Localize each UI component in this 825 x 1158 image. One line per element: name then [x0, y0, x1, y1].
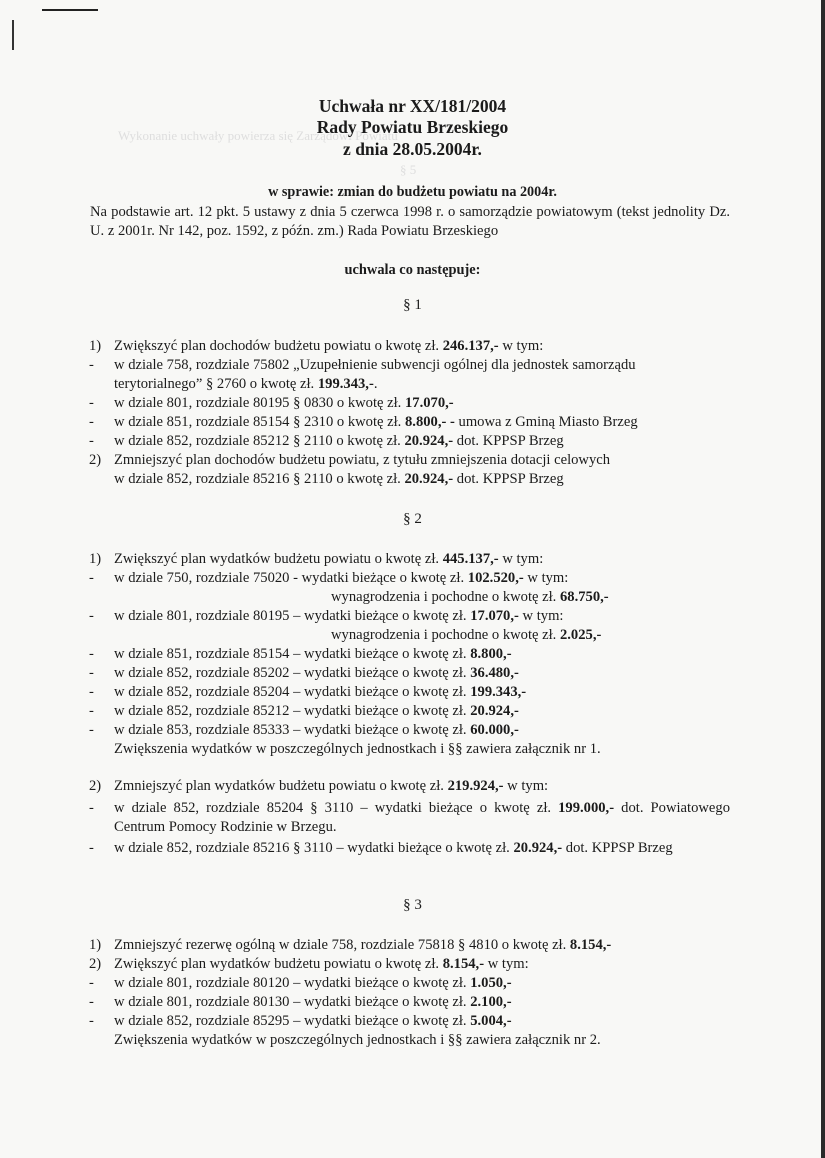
bullet-dash: - [89, 414, 94, 430]
item-number: 1) [89, 937, 102, 953]
s1-d3: w dziale 851, rozdziale 85154 § 2310 o kwotę zł. 8.800,- - umowa z Gminą Miasto Brzeg [114, 414, 638, 430]
bullet-dash: - [89, 1013, 94, 1029]
s1-d1-line2: terytorialnego” § 2760 o kwotę zł. 199.343,-. [114, 376, 378, 392]
bullet-dash: - [89, 646, 94, 662]
s2-d1: w dziale 750, rozdziale 75020 - wydatki bieżące o kwotę zł. 102.520,- w tym: [114, 570, 569, 586]
s2-d5: w dziale 852, rozdziale 85204 – wydatki bieżące o kwotę zł. 199.343,- [114, 684, 527, 700]
pen-mark-horizontal [42, 9, 98, 11]
s2-e1: w dziale 852, rozdziale 85204 § 3110 – wydatki bieżące o kwotę zł. 199.000,- dot. Powiatowego Centrum Pomocy Rodzinie w Brzegu. [114, 800, 730, 835]
council-name: Rady Powiatu Brzeskiego [316, 117, 509, 137]
s3-d1: w dziale 801, rozdziale 80120 – wydatki bieżące o kwotę zł. 1.050,- [114, 975, 512, 991]
s3-d3: w dziale 852, rozdziale 85295 – wydatki bieżące o kwotę zł. 5.004,- [114, 1013, 512, 1029]
s2-d4: w dziale 852, rozdziale 85202 – wydatki bieżące o kwotę zł. 36.480,- [114, 665, 519, 681]
bullet-dash: - [89, 357, 94, 373]
bleed-through-text: Wykonanie uchwały powierza się Zarządowi Powiatu [118, 128, 398, 143]
item-number: 2) [89, 778, 102, 794]
s3-item1: Zmniejszyć rezerwę ogólną w dziale 758, rozdziale 75818 § 4810 o kwotę zł. 8.154,- [114, 937, 612, 953]
bullet-dash: - [89, 994, 94, 1010]
s2-item1: Zwiększyć plan wydatków budżetu powiatu o kwotę zł. 445.137,- w tym: [114, 551, 544, 567]
pen-mark-vertical [12, 20, 14, 50]
s2-d6: w dziale 852, rozdziale 85212 – wydatki bieżące o kwotę zł. 20.924,- [114, 703, 519, 719]
resolution-number: Uchwała nr XX/181/2004 [318, 96, 507, 116]
s1-item2-line2: w dziale 852, rozdziale 85216 § 2110 o kwotę zł. 20.924,- dot. KPPSP Brzeg [114, 471, 564, 487]
item-number: 2) [89, 452, 102, 468]
bullet-dash: - [89, 433, 94, 449]
s2-item2: Zmniejszyć plan wydatków budżetu powiatu o kwotę zł. 219.924,- w tym: [114, 778, 549, 794]
bleed-through-section: § 5 [400, 162, 417, 177]
s2-d1-sub: wynagrodzenia i pochodne o kwotę zł. 68.750,- [331, 589, 609, 605]
bullet-dash: - [89, 570, 94, 586]
s3-d2: w dziale 801, rozdziale 80130 – wydatki bieżące o kwotę zł. 2.100,- [114, 994, 512, 1010]
s1-d4: w dziale 852, rozdziale 85212 § 2110 o kwotę zł. 20.924,- dot. KPPSP Brzeg [114, 433, 564, 449]
s2-d3: w dziale 851, rozdziale 85154 – wydatki bieżące o kwotę zł. 8.800,- [114, 646, 512, 662]
s2-e2: w dziale 852, rozdziale 85216 § 3110 – wydatki bieżące o kwotę zł. 20.924,- dot. KPPSP Brzeg [114, 840, 673, 856]
bullet-dash: - [89, 840, 94, 856]
scan-edge [821, 0, 825, 1158]
s3-item2: Zwiększyć plan wydatków budżetu powiatu o kwotę zł. 8.154,- w tym: [114, 956, 529, 972]
s2-d2-sub: wynagrodzenia i pochodne o kwotę zł. 2.025,- [331, 627, 602, 643]
resolution-subject: w sprawie: zmian do budżetu powiatu na 2004r. [268, 184, 557, 200]
item-number: 1) [89, 338, 102, 354]
section-3-heading: § 3 [403, 897, 422, 913]
bullet-dash: - [89, 703, 94, 719]
s1-d2: w dziale 801, rozdziale 80195 § 0830 o kwotę zł. 17.070,- [114, 395, 454, 411]
section-1-heading: § 1 [403, 297, 422, 313]
bullet-dash: - [89, 395, 94, 411]
bullet-dash: - [89, 608, 94, 624]
legal-basis: Na podstawie art. 12 pkt. 5 ustawy z dnia 5 czerwca 1998 r. o samorządzie powiatowym (tekst jednolity Dz. U. z 2001r. Nr 142, poz. 1592, z późn. zm.) Rada Powiatu Brzeskiego [90, 204, 730, 239]
s2-attachment-note: Zwiększenia wydatków w poszczególnych jednostkach i §§ zawiera załącznik nr 1. [114, 741, 601, 757]
bullet-dash: - [89, 684, 94, 700]
item-number: 1) [89, 551, 102, 567]
s3-attachment-note: Zwiększenia wydatków w poszczególnych jednostkach i §§ zawiera załącznik nr 2. [114, 1032, 601, 1048]
s1-item2-line1: Zmniejszyć plan dochodów budżetu powiatu, z tytułu zmniejszenia dotacji celowych [114, 452, 611, 468]
s1-item1: Zwiększyć plan dochodów budżetu powiatu o kwotę zł. 246.137,- w tym: [114, 338, 544, 354]
bullet-dash: - [89, 975, 94, 991]
resolution-date: z dnia 28.05.2004r. [343, 139, 482, 159]
s2-d7: w dziale 853, rozdziale 85333 – wydatki bieżące o kwotę zł. 60.000,- [114, 722, 519, 738]
bullet-dash: - [89, 665, 94, 681]
s2-d2: w dziale 801, rozdziale 80195 – wydatki bieżące o kwotę zł. 17.070,- w tym: [114, 608, 564, 624]
section-2-heading: § 2 [403, 511, 422, 527]
resolves-heading: uchwala co następuje: [344, 262, 481, 278]
bullet-dash: - [89, 800, 94, 816]
bullet-dash: - [89, 722, 94, 738]
item-number: 2) [89, 956, 102, 972]
s1-d1-line1: w dziale 758, rozdziale 75802 „Uzupełnienie subwencji ogólnej dla jednostek samorządu [114, 357, 636, 373]
